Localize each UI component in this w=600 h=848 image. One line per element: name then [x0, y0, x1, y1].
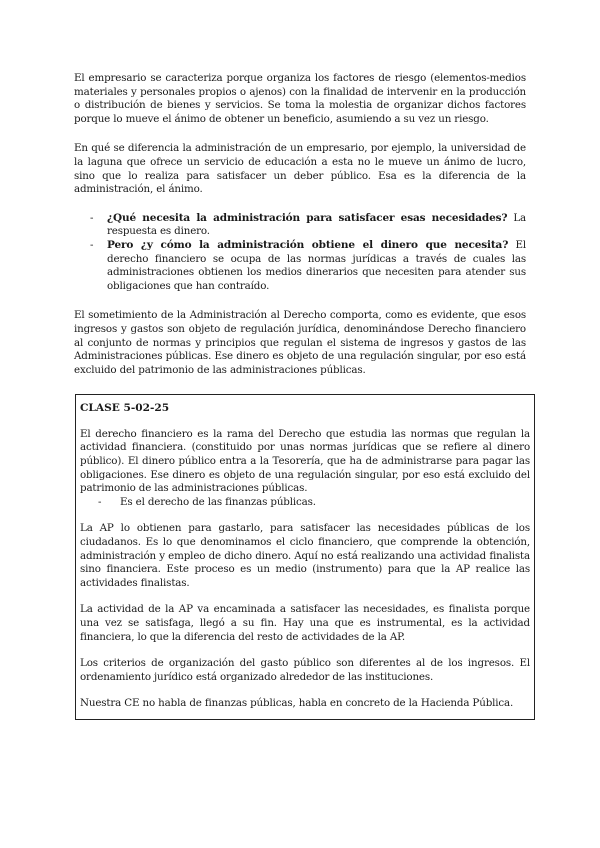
paragraph-sometimiento: El sometimiento de la Administración al Derecho comporta, como es evidente, que esos ingresos y gastos son objeto de regulación jurídica, denominándose Derecho financiero al conjunto de normas y principios que regulan el sistema de ingresos y gastos de las Administraciones públicas. Ese dinero es objeto de una regulación singular, por eso está excluido del patrimonio de las administraciones públicas. — [74, 309, 526, 376]
list-item-text: Es el derecho de las finanzas públicas. — [120, 495, 316, 508]
list-item — [90, 212, 526, 239]
answer-text: La respuesta es dinero. — [107, 211, 526, 238]
box-paragraph-actividad: La actividad de la AP va encaminada a satisfacer las necesidades, es finalista porque una vez se satisfaga, llegó a su fin. Hay una que es instrumental, es la actividad financiera, lo que la diferencia del resto de actividades de la AP. — [80, 603, 530, 643]
box-paragraph-criterios: Los criterios de organización del gasto público son diferentes al de los ingresos. El ordenamiento jurídico está organizado alrededor de las instituciones. — [80, 657, 530, 683]
paragraph-diferencia: En qué se diferencia la administración de un empresario, por ejemplo, la universidad de la laguna que ofrece un servicio de educación a esta no le mueve un ánimo de lucro, sino que lo realiza para satisfacer un deber público. Esa es la diferencia de la administración, el ánimo. — [74, 142, 526, 196]
box-paragraph-ciclo: La AP lo obtienen para gastarlo, para satisfacer las necesidades públicas de los ciudadanos. Es lo que denominamos el ciclo financiero, que comprende la obtención, administración y empleo de dicho dinero. Aquí no está realizando una actividad finalista sino financiera. Este proceso es un medio (instrumento) para que la AP realice las actividades finalistas. — [80, 522, 530, 589]
dash-marker: - — [90, 211, 94, 224]
box-paragraph-ce: Nuestra CE no habla de finanzas públicas, habla en concreto de la Hacienda Pública. — [80, 697, 514, 710]
class-title: CLASE 5-02-25 — [80, 402, 170, 415]
list-item — [98, 496, 530, 510]
dash-marker: - — [90, 238, 94, 251]
question-list — [74, 212, 526, 294]
dash-marker: - — [98, 495, 102, 508]
paragraph-empresario: El empresario se caracteriza porque organiza los factores de riesgo (elementos-medios materiales y personales propios o ajenos) con la finalidad de intervenir en la producción o distribución de bienes y servicios. Se toma la molestia de organizar dichos factores porque lo mueve el ánimo de obtener un beneficio, asumiendo a su vez un riesgo. — [74, 72, 526, 125]
answer-text: El derecho financiero se ocupa de las normas jurídicas a través de cuales las administraciones obtienen los medios dinerarios que necesiten para atender sus obligaciones que han contraído. — [107, 238, 526, 292]
class-notes-box — [75, 394, 535, 720]
box-list — [80, 496, 530, 510]
question-text: Pero ¿y cómo la administración obtiene el dinero que necesita? — [107, 238, 509, 251]
list-item — [90, 239, 526, 293]
question-text: ¿Qué necesita la administración para satisfacer esas necesidades? — [107, 211, 508, 224]
box-paragraph-definicion: El derecho financiero es la rama del Derecho que estudia las normas que regulan la actividad financiera. (constituido por unas normas jurídicas que se refiere al dinero público). El dinero público entra a la Tesorería, que ha de administrarse para pagar las obligaciones. Ese dinero es objeto de una regulación singular, por eso está excluido del patrimonio de las administraciones públicas. — [80, 427, 530, 495]
